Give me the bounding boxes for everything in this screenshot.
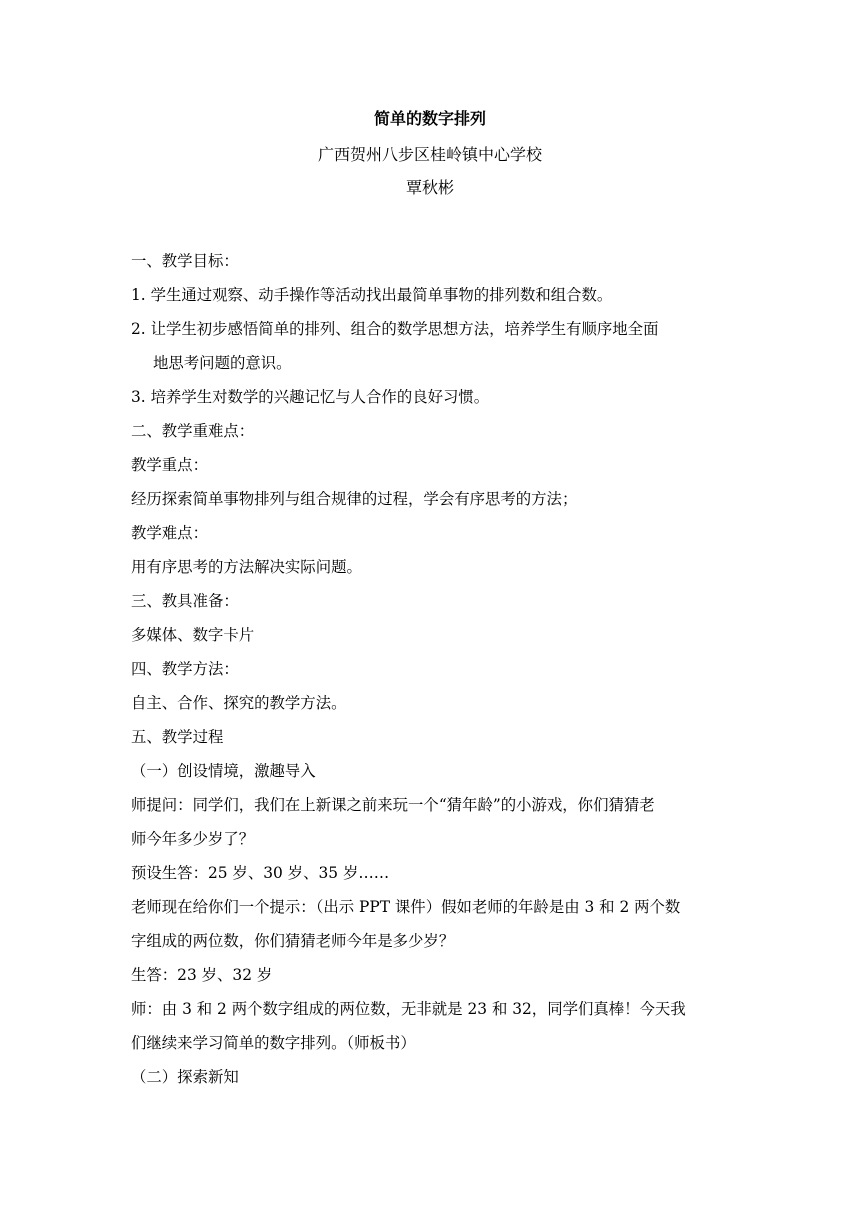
objective-item-2: 2. 让学生初步感悟简单的排列、组合的数学思想方法，培养学生有顺序地全面 xyxy=(131,320,659,338)
process-paragraph-line: 字组成的两位数，你们猜猜老师今年是多少岁？ xyxy=(131,932,455,950)
objective-item-2-continued: 地思考问题的意识。 xyxy=(153,354,292,372)
document-title: 简单的数字排列 xyxy=(373,109,486,128)
author-name: 覃秋彬 xyxy=(405,178,454,197)
process-paragraph-line: 师提问：同学们，我们在上新课之前来玩一个“猜年龄”的小游戏，你们猜猜老 xyxy=(131,796,655,814)
methods-text: 自主、合作、探究的教学方法。 xyxy=(131,694,347,712)
process-paragraph-line: 生答：23 岁、32 岁 xyxy=(131,966,273,984)
section-heading-methods: 四、教学方法： xyxy=(131,660,239,678)
section-heading-objectives: 一、教学目标： xyxy=(131,252,239,270)
process-step-2-heading: （二）探索新知 xyxy=(131,1068,239,1086)
school-name: 广西贺州八步区桂岭镇中心学校 xyxy=(317,145,542,164)
section-heading-key-points: 二、教学重难点： xyxy=(131,422,255,440)
process-paragraph-line: 老师现在给你们一个提示：（出示 PPT 课件）假如老师的年龄是由 3 和 2 两个数 xyxy=(131,898,681,916)
key-point-text: 经历探索简单事物排列与组合规律的过程，学会有序思考的方法； xyxy=(131,490,578,508)
objective-item-1: 1. 学生通过观察、动手操作等活动找出最简单事物的排列数和组合数。 xyxy=(131,286,613,304)
materials-text: 多媒体、数字卡片 xyxy=(131,626,255,644)
document-body xyxy=(131,244,731,1094)
process-paragraph-line: 师今年多少岁了？ xyxy=(131,830,255,848)
section-heading-materials: 三、教具准备： xyxy=(131,592,239,610)
subheading-key-point: 教学重点： xyxy=(131,456,208,474)
process-paragraph-line: 们继续来学习简单的数字排列。（师板书） xyxy=(131,1034,416,1052)
process-paragraph-line: 预设生答：25 岁、30 岁、35 岁…… xyxy=(131,864,390,882)
difficult-point-text: 用有序思考的方法解决实际问题。 xyxy=(131,558,362,576)
process-paragraph-line: 师：由 3 和 2 两个数字组成的两位数，无非就是 23 和 32，同学们真棒！今天我 xyxy=(131,1000,686,1018)
subheading-difficult-point: 教学难点： xyxy=(131,524,208,542)
process-step-1-heading: （一）创设情境，激趣导入 xyxy=(131,762,316,780)
section-heading-process: 五、教学过程 xyxy=(131,728,224,746)
objective-item-3: 3. 培养学生对数学的兴趣记忆与人合作的良好习惯。 xyxy=(131,388,490,406)
